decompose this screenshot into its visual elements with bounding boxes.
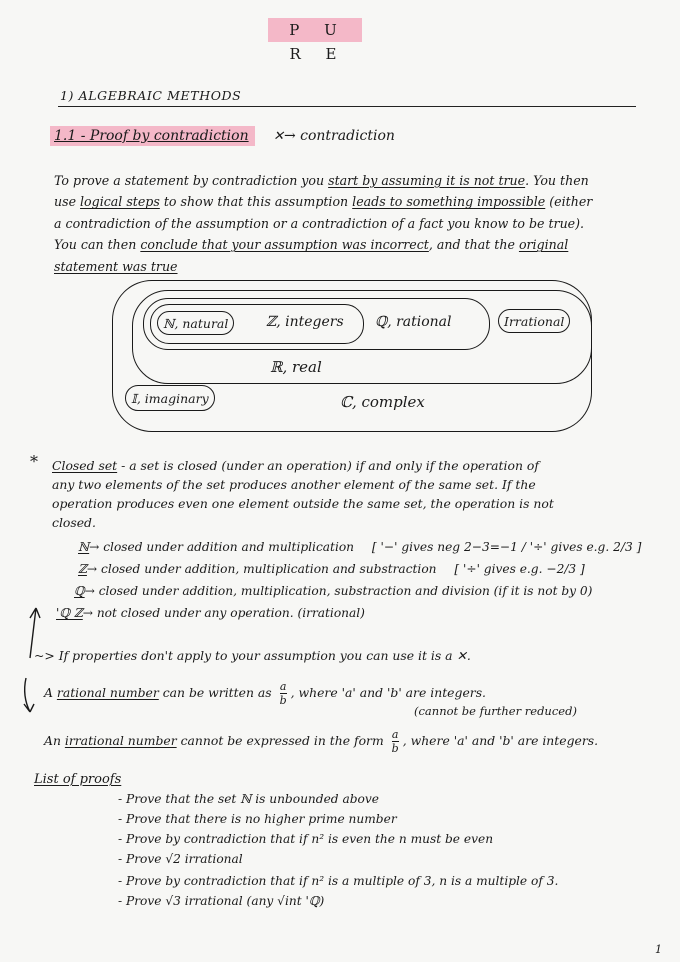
proof-item: - Prove by contradiction that if n² is a multiple of 3, n is a multiple of 3. — [118, 874, 559, 888]
closure-rational: ℚ→ closed under addition, multiplication, substraction and division (if it is not by 0) — [74, 584, 593, 598]
intro-paragraph: To prove a statement by contradiction you start by assuming it is not true. You then use logical steps to show that this assumption leads to something impossible (either a contradiction of the assumption or a contradiction of a fact you know to be true). You can then conclude that your assumption was incorrect, and that the original statement was true — [54, 173, 593, 274]
page-title: P U R E — [268, 18, 362, 42]
section-rule — [58, 106, 636, 107]
natural-set: ℕ, natural — [157, 311, 234, 335]
section-heading: 1) ALGEBRAIC METHODS — [60, 88, 242, 103]
rational-set: ℚ, rational — [375, 314, 452, 330]
closed-set-definition: Closed set - a set is closed (under an operation) if and only if the operation of any two elements of the set produces another element of the same set. If the operation produces even one element outside the same set, the operation is not closed. — [52, 458, 554, 530]
proof-item: - Prove √2 irrational — [118, 852, 243, 866]
subsection-note: → contradiction — [283, 128, 395, 144]
closure-natural: ℕ→ closed under addition and multiplication [ '−' gives neg 2−3=−1 / '÷' gives e.g. 2/3 ] — [78, 540, 642, 554]
bullet-star: * — [30, 452, 38, 471]
fraction-a-over-b: $\frac{a}{b}$ — [391, 728, 399, 755]
imaginary-set: 𝕀, imaginary — [125, 385, 215, 411]
rational-definition: A rational number can be written as $\frac{a}{b}$ , where 'a' and 'b' are integers. — [44, 680, 486, 707]
subsection-heading — [50, 128, 395, 144]
contradiction-symbol-icon: ✕. — [456, 648, 471, 663]
contradiction-symbol-icon: ✕ — [273, 129, 284, 144]
irrational-definition: An irrational number cannot be expressed in the form $\frac{a}{b}$ , where 'a' and 'b' are integers. — [44, 728, 599, 755]
proof-item: - Prove by contradiction that if n² is even the n must be even — [118, 832, 494, 846]
proof-item: - Prove that the set ℕ is unbounded above — [118, 792, 379, 806]
highlight-phrase: start by assuming it is not true — [328, 173, 526, 188]
closed-set-term: Closed set — [52, 458, 118, 473]
integers-set: ℤ, integers — [266, 314, 344, 330]
closure-irrational: 'ℚ ℤ→ not closed under any operation. (irrational) — [56, 606, 365, 620]
property-note: ~> If properties don't apply to your assumption you can use it is a ✕. — [34, 648, 471, 663]
rational-note: (cannot be further reduced) — [414, 704, 577, 718]
closure-integers: ℤ→ closed under addition, multiplication and substraction [ '÷' gives e.g. −2/3 ] — [78, 562, 585, 576]
real-set: ℝ, real — [270, 358, 322, 376]
proof-item: - Prove √3 irrational (any √int 'ℚ) — [118, 894, 325, 908]
subsection-title: 1.1 - Proof by contradiction — [50, 126, 255, 146]
complex-set: ℂ, complex — [340, 393, 425, 411]
page-number: 1 — [655, 943, 662, 956]
fraction-a-over-b: $\frac{a}{b}$ — [279, 680, 287, 707]
irrational-set: Irrational — [498, 309, 570, 333]
proof-item: - Prove that there is no higher prime number — [118, 812, 397, 826]
proofs-heading: List of proofs — [34, 772, 122, 787]
